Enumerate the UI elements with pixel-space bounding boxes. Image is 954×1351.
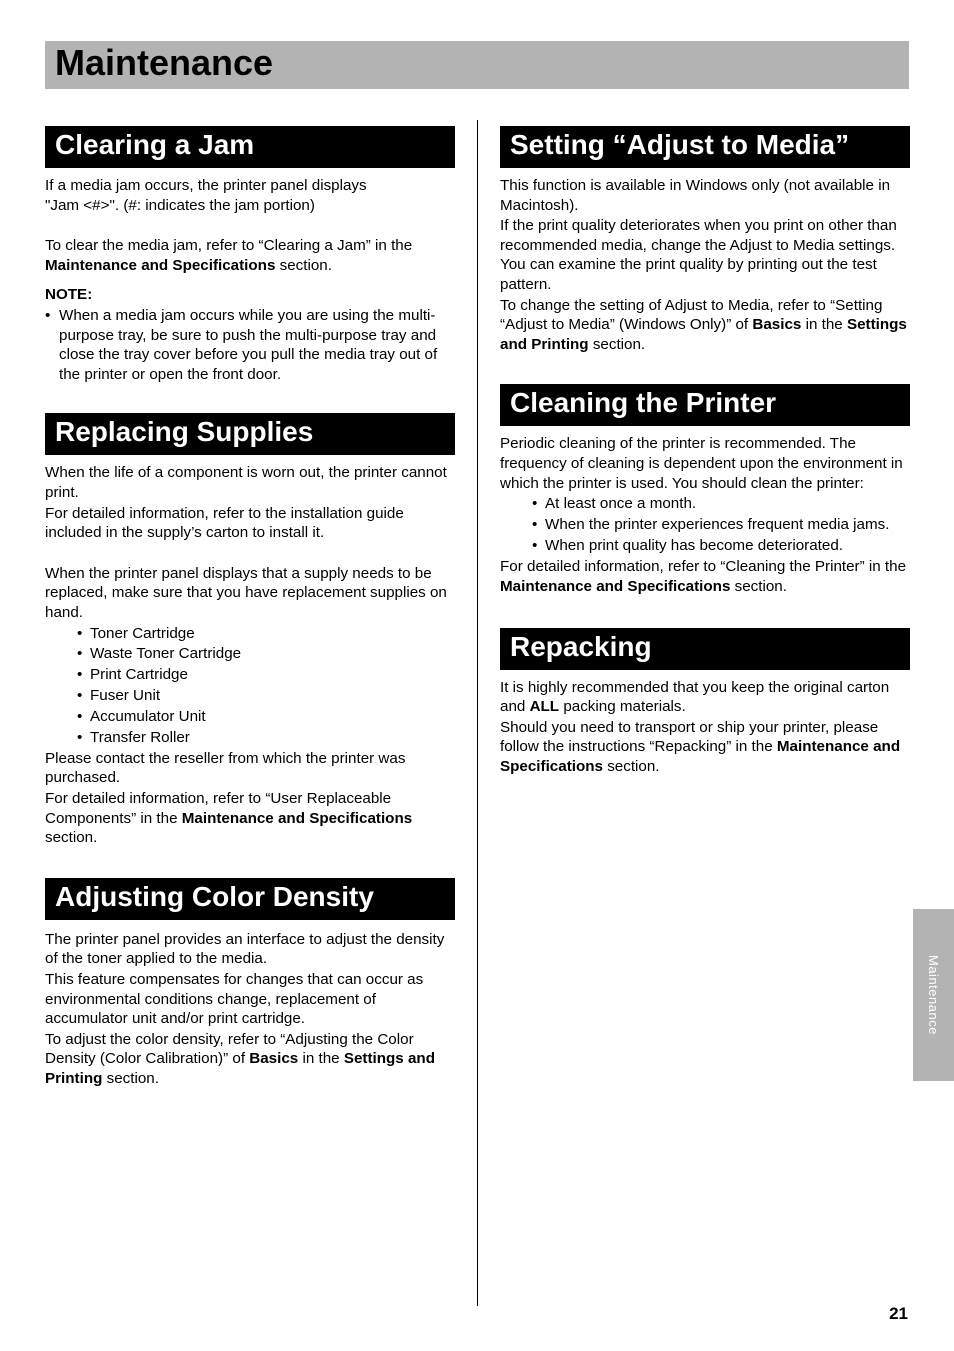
cleaning-intro: Periodic cleaning of the printer is recommended. The frequency of cleaning is dependent upon the environment in which the printer is used. You should clean the printer: <box>500 435 903 492</box>
note-list <box>45 306 455 384</box>
chapter-side-tab-label: Maintenance <box>926 955 941 1035</box>
replacing-supplies-p2: For detailed information, refer to the installation guide included in the supply’s carton to install it. <box>45 504 404 542</box>
note-label: NOTE: <box>45 286 93 304</box>
section-clearing-jam <box>45 126 455 384</box>
list-item: • Fuser Unit <box>45 686 455 706</box>
cleaning-list <box>500 494 910 556</box>
section-repacking <box>500 628 910 777</box>
clearing-jam-intro: If a media jam occurs, the printer panel displays "Jam <#>". (#: indicates the jam portion) <box>45 177 367 214</box>
section-heading-clearing-jam: Clearing a Jam <box>45 126 455 168</box>
page-title-bar <box>45 41 909 89</box>
column-divider <box>477 120 478 1306</box>
section-heading-adjust-to-media: Setting “Adjust to Media” <box>500 126 910 168</box>
adjusting-color-reference: To adjust the color density, refer to “Adjusting the Color Density (Color Calibration)” of Basics in the Settings and Printing section. <box>45 1030 435 1087</box>
page-title: Maintenance <box>55 42 274 83</box>
repacking-p2: Should you need to transport or ship your printer, please follow the instructions “Repacking” in the Maintenance and Specifications section. <box>500 718 901 775</box>
section-heading-repacking: Repacking <box>500 628 910 670</box>
list-item: • Toner Cartridge <box>45 624 455 644</box>
page-number: 21 <box>889 1304 908 1323</box>
section-cleaning-printer <box>500 384 910 596</box>
section-adjust-to-media <box>500 126 910 354</box>
left-column <box>45 126 455 1090</box>
section-replacing-supplies <box>45 413 455 847</box>
replacing-supplies-p4: Please contact the reseller from which the printer was purchased. <box>45 749 406 787</box>
adjust-media-p2: If the print quality deteriorates when you print on other than recommended media, change the Adjust to Media settings. You can examine the print quality by printing out the test pattern. <box>500 217 897 293</box>
right-column <box>500 126 910 778</box>
replacing-supplies-reference: For detailed information, refer to “User Replaceable Components” in the Maintenance and Specifications section. <box>45 790 413 847</box>
list-item: • Waste Toner Cartridge <box>45 644 455 664</box>
list-item: • Transfer Roller <box>45 728 455 748</box>
supplies-list <box>45 624 455 748</box>
list-item: • Print Cartridge <box>45 665 455 685</box>
cleaning-reference: For detailed information, refer to “Cleaning the Printer” in the Maintenance and Specifications section. <box>500 558 907 595</box>
section-heading-cleaning-printer: Cleaning the Printer <box>500 384 910 426</box>
repacking-p1: It is highly recommended that you keep the original carton and ALL packing materials. <box>500 678 890 716</box>
list-item: • Accumulator Unit <box>45 707 455 727</box>
adjust-media-reference: To change the setting of Adjust to Media, refer to “Setting “Adjust to Media” (Windows Only)” of Basics in the Settings and Printing section. <box>500 296 907 353</box>
list-item: • When the printer experiences frequent media jams. <box>500 515 910 535</box>
section-heading-adjusting-color-density: Adjusting Color Density <box>45 878 455 920</box>
adjust-media-p1: This function is available in Windows only (not available in Macintosh). <box>500 177 891 214</box>
list-item: • At least once a month. <box>500 494 910 514</box>
adjusting-color-p1: The printer panel provides an interface to adjust the density of the toner applied to the media. <box>45 930 445 968</box>
note-item: • When a media jam occurs while you are using the multi-purpose tray, be sure to push the multi-purpose tray and close the tray cover before you pull the media tray out of the printer or open the front door. <box>45 306 455 384</box>
replacing-supplies-p1: When the life of a component is worn out, the printer cannot print. <box>45 464 447 501</box>
clearing-jam-reference: To clear the media jam, refer to “Clearing a Jam” in the Maintenance and Specifications section. <box>45 237 413 274</box>
chapter-side-tab <box>913 909 954 1081</box>
adjusting-color-p2: This feature compensates for changes that can occur as environmental conditions change, replacement of accumulator unit and/or print cartridge. <box>45 971 424 1028</box>
list-item: • When print quality has become deteriorated. <box>500 536 910 556</box>
replacing-supplies-p3: When the printer panel displays that a supply needs to be replaced, make sure that you have replacement supplies on hand. <box>45 564 447 621</box>
section-heading-replacing-supplies: Replacing Supplies <box>45 413 455 455</box>
section-adjusting-color-density <box>45 878 455 1089</box>
